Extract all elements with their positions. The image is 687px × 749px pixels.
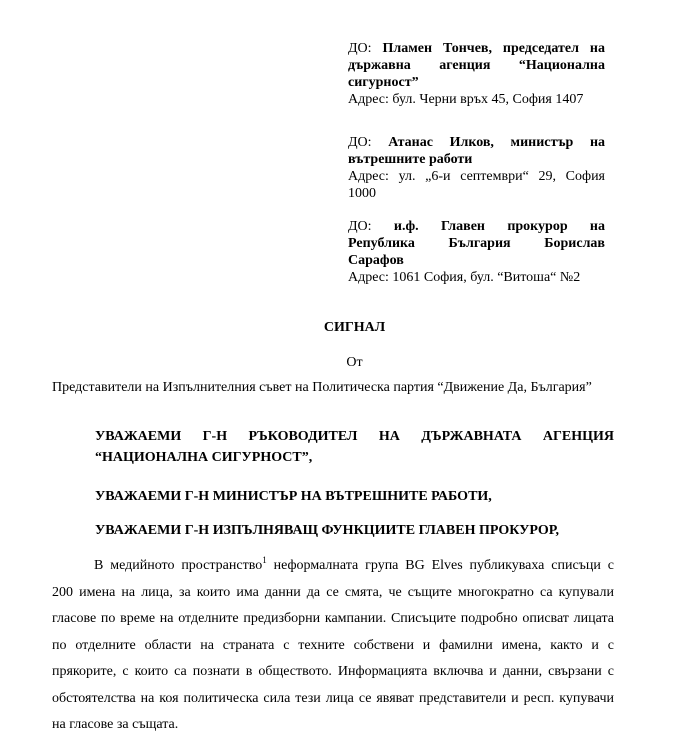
from-word: От — [346, 355, 363, 370]
recipient-name-line: Република България Борислав — [348, 236, 605, 251]
body-line: прякорите, с които са познати в обществото. Информацията включва и данни, свързани с — [52, 664, 614, 679]
footnote-marker[interactable]: 1 — [262, 555, 267, 565]
recipient-address: Адрес: бул. Черни връх 45, София 1407 — [348, 92, 584, 107]
salutation — [95, 426, 614, 468]
recipient-name-line — [348, 134, 605, 151]
body-text-segment: неформалната група BG Elves публикуваха списъци с — [266, 558, 614, 573]
salutation — [95, 486, 614, 507]
body-paragraph — [52, 553, 614, 739]
recipient-name-line: държавна агенция “Национална — [348, 58, 605, 73]
recipient-block — [348, 218, 605, 286]
recipient-address: 1000 — [348, 186, 376, 201]
recipient-prefix: ДО: — [348, 41, 372, 56]
recipient-block — [348, 134, 605, 202]
recipient-prefix: ДО: — [348, 135, 372, 150]
salutation-line: “НАЦИОНАЛНА СИГУРНОСТ”, — [95, 450, 313, 465]
body-line: гласове по време на отделните предизборни кампании. Списъците подробно описват лицата — [52, 611, 614, 626]
body-line: на гласове за същата. — [52, 717, 179, 732]
recipient-address: Адрес: 1061 София, бул. “Витоша“ №2 — [348, 270, 581, 285]
recipient-prefix: ДО: — [348, 219, 372, 234]
recipient-block — [348, 40, 605, 108]
salutation-line: УВАЖАЕМИ Г-Н МИНИСТЪР НА ВЪТРЕШНИТЕ РАБОТИ, — [95, 489, 492, 504]
salutation-line: УВАЖАЕМИ Г-Н ИЗПЪЛНЯВАЩ ФУНКЦИИТЕ ГЛАВЕН ПРОКУРОР, — [95, 523, 560, 538]
recipient-name-line — [348, 218, 605, 235]
body-text-segment: В медийното пространство — [94, 558, 263, 573]
recipient-name: и.ф. Главен прокурор на — [393, 219, 605, 234]
recipient-name: Пламен Тончев, председател на — [382, 41, 605, 56]
recipient-name-line: сигурност” — [348, 75, 419, 90]
recipient-name-line: вътрешните работи — [348, 152, 473, 167]
recipient-name-line — [348, 40, 605, 57]
salutation — [95, 520, 614, 541]
recipient-address: Адрес: ул. „6-и септември“ 29, София — [348, 169, 605, 184]
document-title: СИГНАЛ — [323, 320, 386, 335]
body-line: по отделните области на страната с техните собствени и фамилни имена, както и с — [52, 637, 614, 653]
body-line: 200 имена на лица, за които има данни да се смята, че същите многократно са купували — [52, 584, 614, 600]
recipient-name: Атанас Илков, министър на — [388, 135, 606, 150]
from-line: Представители на Изпълнителния съвет на Политическа партия “Движение Да, България” — [52, 380, 592, 395]
body-line — [52, 553, 614, 580]
recipient-name-line: Сарафов — [348, 253, 404, 268]
body-line: обстоятелства на коя политическа сила тези лица се явяват представители и респ. купувачи — [52, 690, 614, 706]
salutation-line: УВАЖАЕМИ Г-Н РЪКОВОДИТЕЛ НА ДЪРЖАВНАТА АГЕНЦИЯ — [95, 429, 614, 444]
